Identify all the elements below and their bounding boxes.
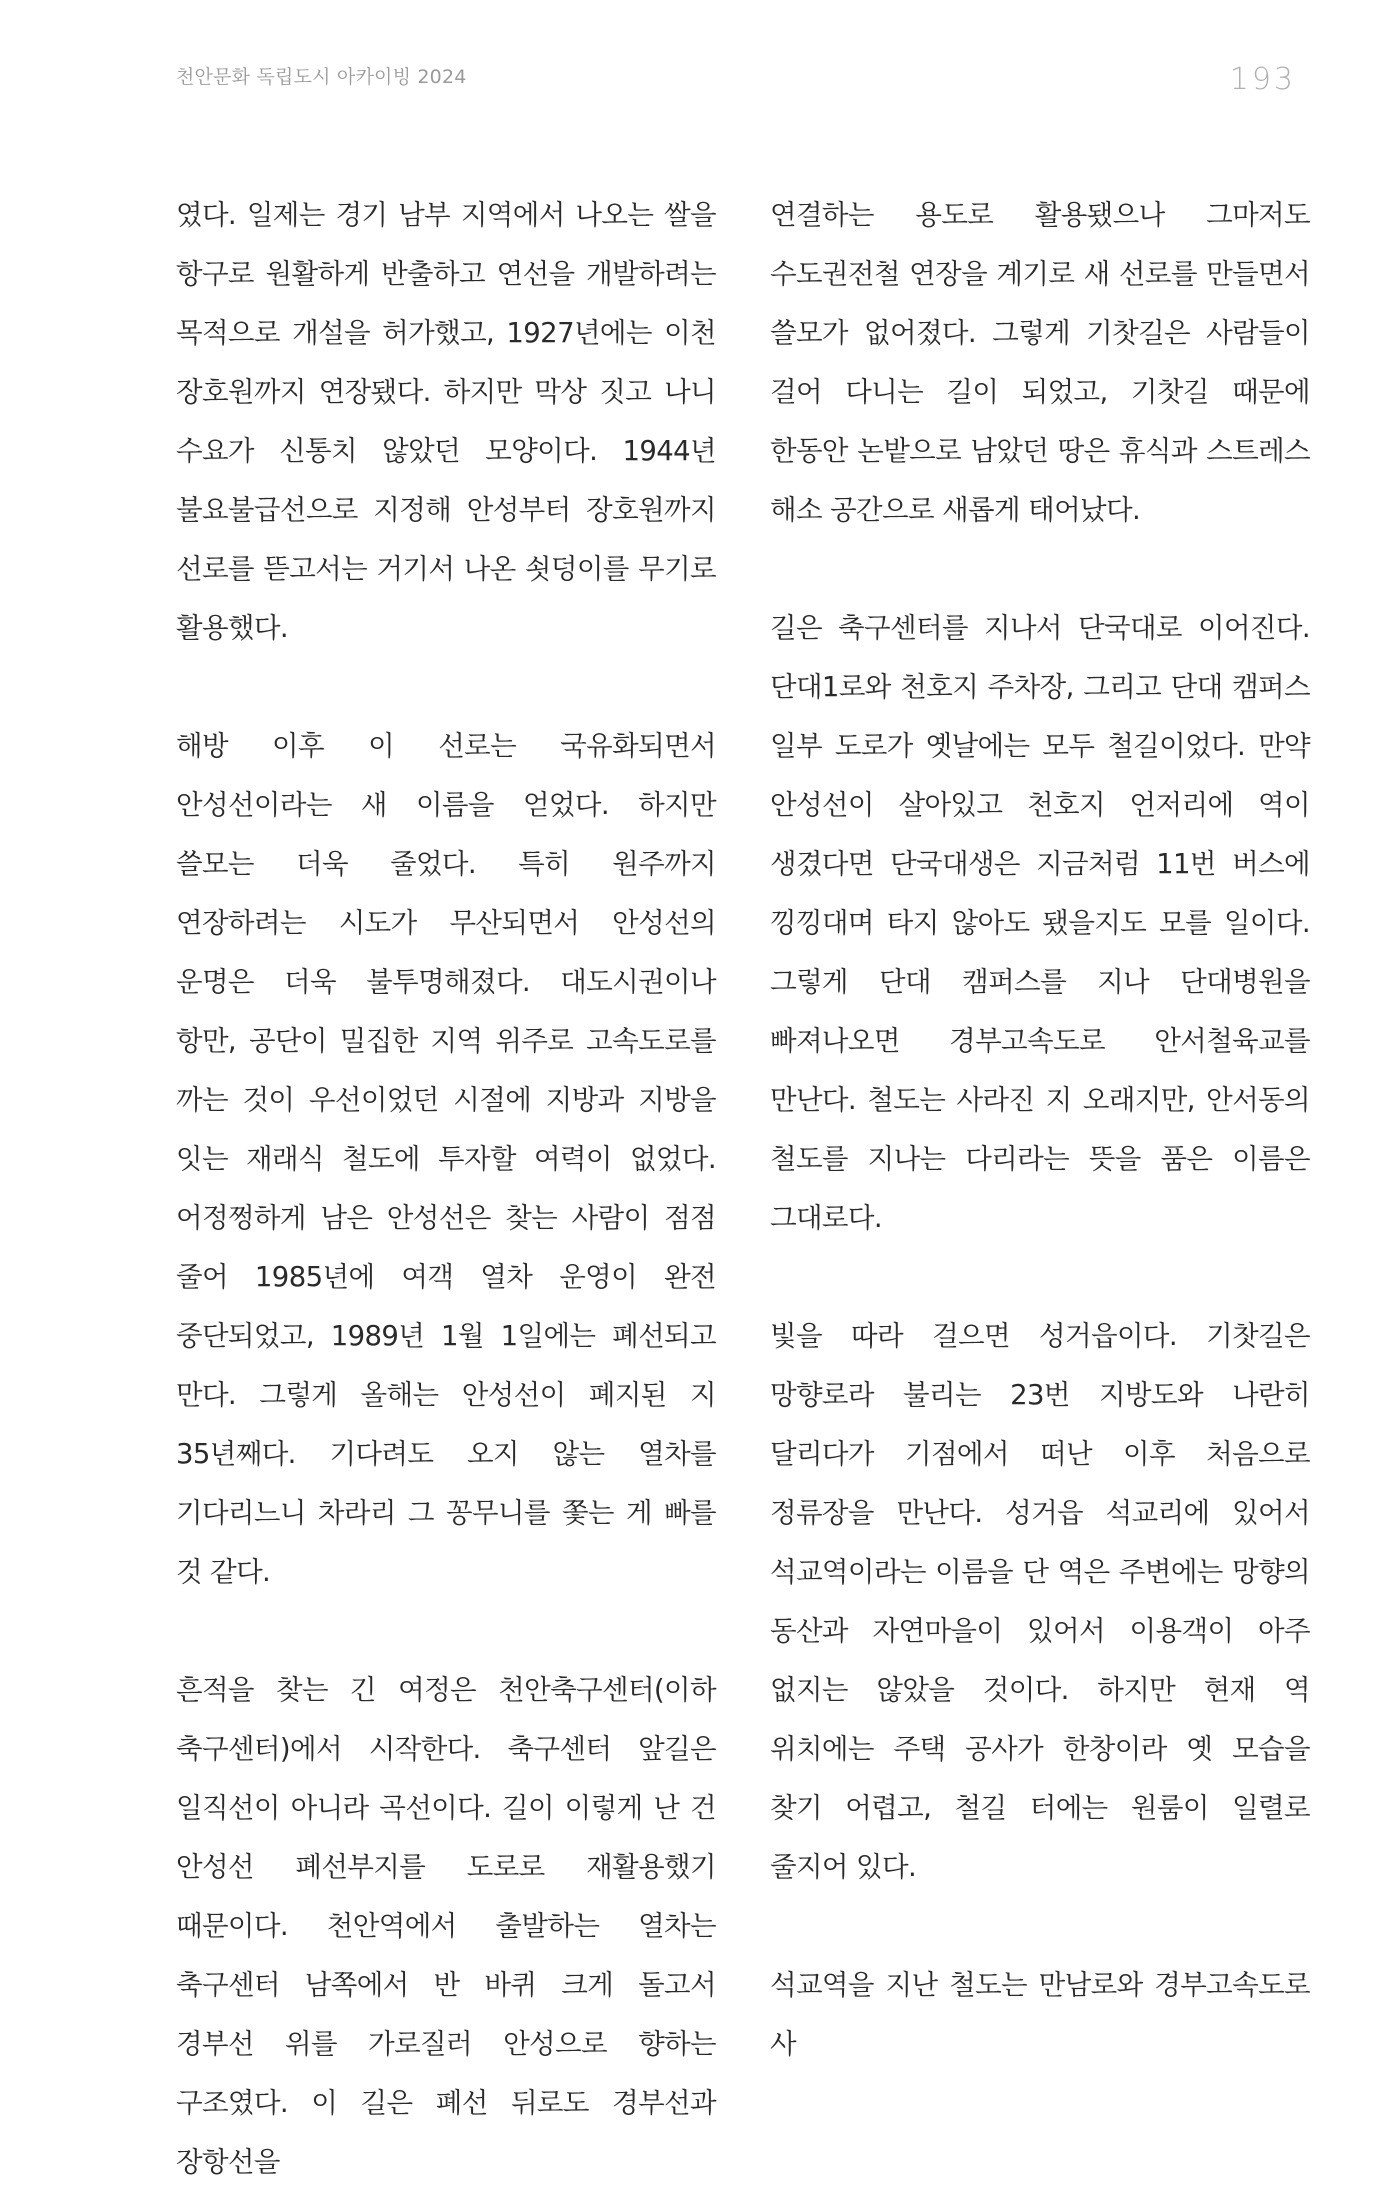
paragraph: 였다. 일제는 경기 남부 지역에서 나오는 쌀을 항구로 원활하게 반출하고 연선을 개발하려는 목적으로 개설을 허가했고, 1927년에는 이천 장호원까지 연장됐다. 하지만 막상 짓고 나니 수요가 신통치 않았던 모양이다. 1944년 불요불급선으로 지정해 안성부터 장호원까지 선로를 뜯고서는 거기서 나온 쇳덩이를 무기로 활용했다.	[176, 199, 716, 644]
paragraph: 해방 이후 이 선로는 국유화되면서 안성선이라는 새 이름을 얻었다. 하지만 쓸모는 더욱 줄었다. 특히 원주까지 연장하려는 시도가 무산되면서 안성선의 운명은 더욱 불투명해졌다. 대도시권이나 항만, 공단이 밀집한 지역 위주로 고속도로를 까는 것이 우선이었던 시절에 지방과 지방을 잇는 재래식 철도에 투자할 여력이 없었다. 어정쩡하게 남은 안성선은 찾는 사람이 점점 줄어 1985년에 여객 열차 운영이 완전 중단되었고, 1989년 1월 1일에는 폐선되고 만다. 그렇게 올해는 안성선이 폐지된 지 35년째다. 기다려도 오지 않는 열차를 기다리느니 차라리 그 꽁무니를 쫓는 게 빠를 것 같다.	[176, 730, 716, 1588]
left-column	[176, 186, 716, 2192]
paragraph: 빛을 따라 걸으면 성거읍이다. 기찻길은 망향로라 불리는 23번 지방도와 나란히 달리다가 기점에서 떠난 이후 처음으로 정류장을 만난다. 성거읍 석교리에 있어서 석교역이라는 이름을 단 역은 주변에는 망향의 동산과 자연마을이 있어서 이용객이 아주 없지는 않았을 것이다. 하지만 현재 역 위치에는 주택 공사가 한창이라 옛 모습을 찾기 어렵고, 철길 터에는 원룸이 일렬로 줄지어 있다.	[770, 1320, 1310, 1883]
paragraph: 석교역을 지난 철도는 만남로와 경부고속도로 사	[770, 1969, 1310, 2060]
page-number: 193	[1229, 62, 1296, 97]
right-column	[770, 186, 1310, 2074]
running-head: 천안문화 독립도시 아카이빙 2024	[176, 66, 467, 88]
paragraph: 길은 축구센터를 지나서 단국대로 이어진다. 단대1로와 천호지 주차장, 그리고 단대 캠퍼스 일부 도로가 옛날에는 모두 철길이었다. 만약 안성선이 살아있고 천호지 언저리에 역이 생겼다면 단국대생은 지금처럼 11번 버스에 낑낑대며 타지 않아도 됐을지도 모를 일이다. 그렇게 단대 캠퍼스를 지나 단대병원을 빠져나오면 경부고속도로 안서철육교를 만난다. 철도는 사라진 지 오래지만, 안서동의 철도를 지나는 다리라는 뜻을 품은 이름은 그대로다.	[770, 612, 1310, 1234]
paragraph: 흔적을 찾는 긴 여정은 천안축구센터(이하 축구센터)에서 시작한다. 축구센터 앞길은 일직선이 아니라 곡선이다. 길이 이렇게 난 건 안성선 폐선부지를 도로로 재활용했기 때문이다. 천안역에서 출발하는 열차는 축구센터 남쪽에서 반 바퀴 크게 돌고서 경부선 위를 가로질러 안성으로 향하는 구조였다. 이 길은 폐선 뒤로도 경부선과 장항선을	[176, 1674, 716, 2178]
paragraph: 연결하는 용도로 활용됐으나 그마저도 수도권전철 연장을 계기로 새 선로를 만들면서 쓸모가 없어졌다. 그렇게 기찻길은 사람들이 걸어 다니는 길이 되었고, 기찻길 때문에 한동안 논밭으로 남았던 땅은 휴식과 스트레스 해소 공간으로 새롭게 태어났다.	[770, 199, 1310, 526]
